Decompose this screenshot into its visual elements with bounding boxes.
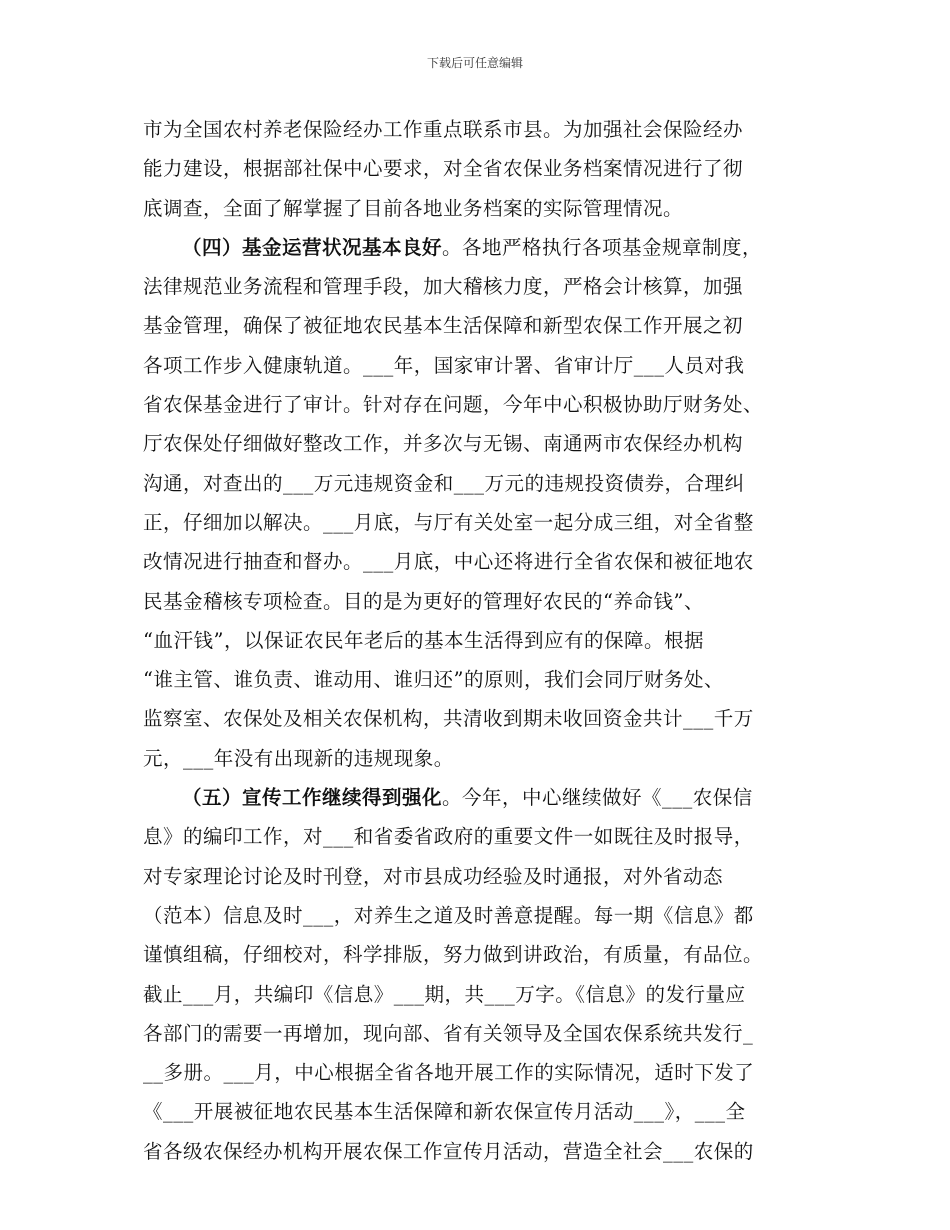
- line-text: 省各级农保经办机构开展农保工作宣传月活动，营造全社会___农保的: [143, 1139, 754, 1163]
- line-text: 厅农保处仔细做好整改工作，并多次与无锡、南通两市农保经办机构: [143, 432, 744, 456]
- line-text: __多册。___月，中心根据全省各地开展工作的实际情况，适时下发了: [143, 1061, 755, 1085]
- line-text: 底调查，全面了解掌握了目前各地业务档案的实际管理情况。: [143, 196, 684, 220]
- line-text: 各项工作步入健康轨道。___年，国家审计署、省审计厅___人员对我: [143, 353, 745, 377]
- line-text: 监察室、农保处及相关农保机构，共清收到期未收回资金共计___千万: [143, 707, 754, 731]
- text-line: [143, 975, 823, 1014]
- line-text: 息》的编印工作，对___和省委省政府的重要文件一如既往及时报导，: [143, 825, 754, 849]
- text-line: [143, 778, 823, 817]
- text-line: [143, 660, 823, 699]
- line-text: 能力建设，根据部社保中心要求，对全省农保业务档案情况进行了彻: [143, 157, 744, 181]
- text-line: [143, 346, 823, 385]
- text-line: [143, 935, 823, 974]
- text-line: [143, 189, 823, 228]
- text-line: [143, 149, 823, 188]
- text-line: [143, 896, 823, 935]
- line-text: 省农保基金进行了审计。针对存在问题，今年中心积极协助厅财务处、: [143, 393, 764, 417]
- text-line: [143, 542, 823, 581]
- line-text: （范本）信息及时___，对养生之道及时善意提醒。每一期《信息》都: [143, 903, 754, 927]
- page-header: 下载后可任意编辑: [426, 56, 523, 70]
- line-text: 民基金稽核专项检查。目的是为更好的管理好农民的“养命钱”、: [143, 589, 704, 613]
- line-text: 市为全国农村养老保险经办工作重点联系市县。为加强社会保险经办: [143, 118, 744, 141]
- document-body: [143, 110, 823, 1171]
- text-line: [143, 503, 823, 542]
- line-text: 元，___年没有出现新的违规现象。: [143, 746, 454, 770]
- text-line: [143, 424, 823, 463]
- line-text: 正，仔细加以解决。___月底，与厅有关处室一起分成三组，对全省整: [143, 510, 754, 534]
- text-line: [143, 582, 823, 621]
- line-text: 对专家理论讨论及时刊登，对市县成功经验及时通报，对外省动态: [143, 864, 724, 888]
- line-text: 改情况进行抽查和督办。___月底，中心还将进行全省农保和被征地农: [143, 550, 754, 574]
- text-line: [143, 1053, 823, 1092]
- line-text: “谁主管、谁负责、谁动用、谁归还”的原则，我们会同厅财务处、: [143, 668, 724, 692]
- text-line: [143, 306, 823, 345]
- text-line: [143, 385, 823, 424]
- section-heading: （四）基金运营状况基本良好: [182, 235, 443, 259]
- text-line: [143, 110, 823, 149]
- text-line: [143, 1092, 823, 1131]
- text-line: [143, 699, 823, 738]
- text-line: [143, 621, 823, 660]
- text-line: [143, 739, 823, 778]
- text-line: [143, 1132, 823, 1171]
- text-line: [143, 817, 823, 856]
- line-text: 谨慎组稿，仔细校对，科学排版，努力做到讲政治，有质量，有品位。: [143, 943, 764, 967]
- section-heading: （五）宣传工作继续得到强化: [182, 786, 443, 810]
- line-text: 沟通，对查出的___万元违规资金和___万元的违规投资债券，合理纠: [143, 471, 745, 495]
- text-line: [143, 1014, 823, 1053]
- text-line: [143, 464, 823, 503]
- line-text: “血汗钱”，以保证农民年老后的基本生活得到应有的保障。根据: [143, 628, 704, 652]
- text-line: [143, 228, 823, 267]
- line-text: 。各地严格执行各项基金规章制度，: [442, 235, 763, 259]
- line-text: 截止___月，共编印《信息》___期，共___万字。《信息》的发行量应: [143, 982, 746, 1006]
- line-text: 《___开展被征地农民基本生活保障和新农保宣传月活动___》，___全: [143, 1100, 746, 1124]
- line-text: 各部门的需要一再增加，现向部、省有关领导及全国农保系统共发行_: [143, 1021, 754, 1045]
- text-line: [143, 857, 823, 896]
- text-line: [143, 267, 823, 306]
- line-text: 法律规范业务流程和管理手段，加大稽核力度，严格会计核算，加强: [143, 275, 744, 299]
- line-text: 。今年，中心继续做好《___农保信: [442, 786, 753, 810]
- line-text: 基金管理，确保了被征地农民基本生活保障和新型农保工作开展之初: [143, 314, 744, 338]
